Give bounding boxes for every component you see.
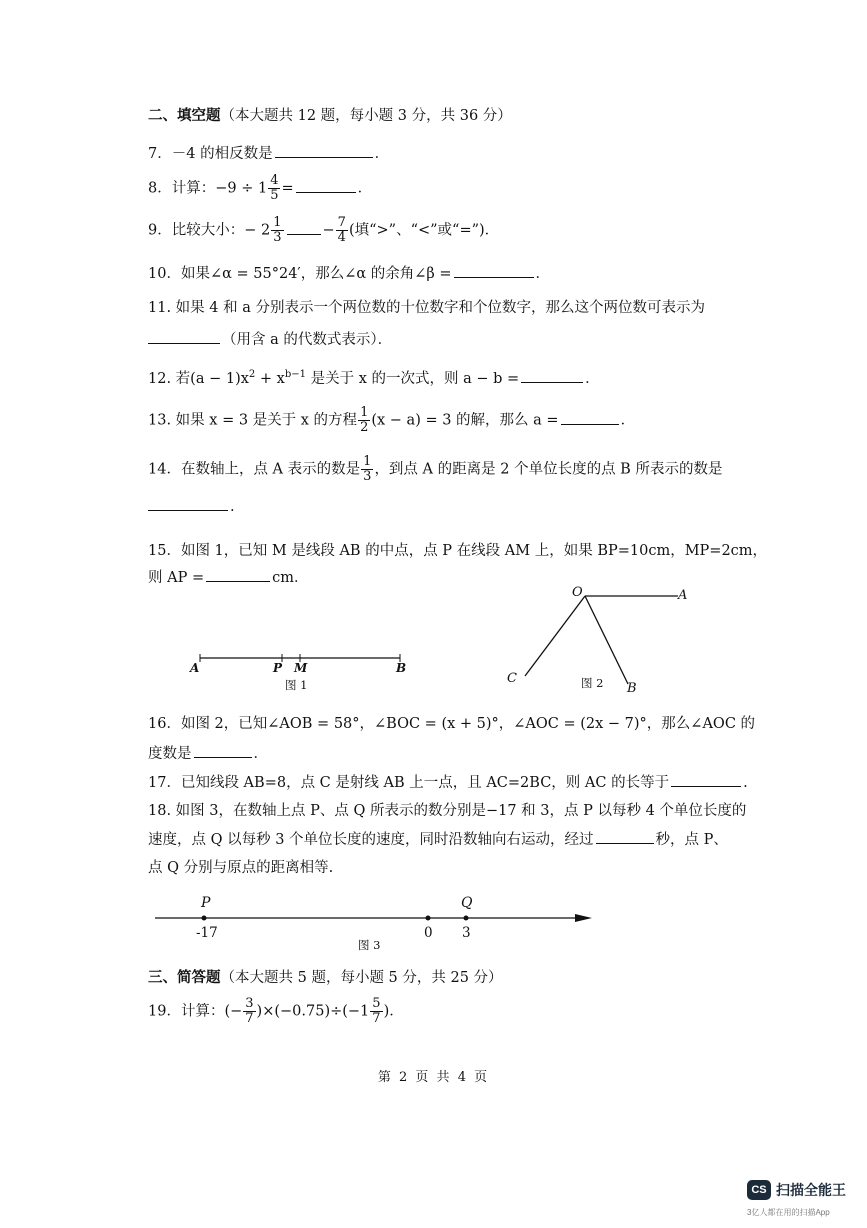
q13-text: (x − a) = 3 的解，那么 a = [371, 412, 559, 429]
q12-number: 12. [148, 371, 172, 387]
q18-text-2: 速度，点 Q 以每秒 3 个单位长度的速度，同时沿数轴向右运动，经过 [148, 832, 594, 848]
question-16-line1 [148, 712, 755, 733]
q17-number: 17． [148, 775, 181, 791]
q13-answer-blank[interactable] [561, 410, 619, 425]
question-17 [148, 771, 748, 792]
q14-end: . [230, 499, 235, 515]
section-2-header [148, 104, 512, 125]
fig1-caption: 图 1 [285, 678, 308, 692]
question-13 [148, 406, 635, 435]
q19-end: )． [383, 1003, 404, 1020]
q8-number: 8． [148, 180, 172, 197]
fig3-value-p: -17 [196, 925, 218, 941]
q19-fraction-1: $\frac{3}{7}$ [245, 996, 254, 1026]
fig2-label-o: O [572, 585, 583, 600]
q16-number: 16． [148, 716, 181, 732]
question-10 [148, 262, 550, 283]
q18-text-1: 如图 3，在数轴上点 P、点 Q 所表示的数分别是−17 和 3，点 P 以每秒 4 个单位长度的 [175, 803, 747, 819]
q9-first-fraction: $\frac{1}{3}$ [273, 215, 282, 245]
question-12 [148, 367, 600, 388]
q12-end: ． [585, 371, 600, 387]
q13-prefix: 如果 x = 3 是关于 x 的方程 [175, 412, 358, 429]
fig2-label-a: A [678, 588, 688, 603]
q15-prefix: 则 AP = [148, 570, 205, 586]
fig3-value-zero: 0 [424, 925, 433, 941]
question-18-line1 [148, 799, 746, 820]
fig1-label-b: B [396, 661, 407, 675]
q13-fraction: $\frac{1}{2}$ [360, 405, 369, 435]
q12-expr-a: 若(a − 1)x [175, 371, 249, 387]
q8-answer-blank[interactable] [296, 178, 356, 193]
fig3-label-p: P [201, 895, 211, 911]
fig3-caption: 图 3 [358, 938, 381, 952]
question-7 [148, 142, 389, 163]
q12-expr-b: + x [255, 371, 285, 387]
q7-end: ． [374, 146, 390, 162]
question-14 [148, 455, 722, 484]
question-15-line1 [148, 539, 767, 560]
question-18-line3 [148, 856, 333, 877]
question-18-line2 [148, 828, 728, 849]
q9-second-fraction: $\frac{7}{4}$ [337, 215, 346, 245]
section-2-note: （本大题共 12 题，每小题 3 分，共 36 分） [220, 108, 512, 124]
fig2-caption: 图 2 [581, 676, 604, 690]
q11-text: 如果 4 和 a 分别表示一个两位数的十位数字和个位数字，那么这个两位数可表示为 [175, 300, 705, 316]
q18-number: 18. [148, 803, 172, 819]
q19-middle: )×(−0.75)÷(−1 [256, 1003, 370, 1020]
q16-text: 如图 2，已知∠AOB = 58°，∠BOC = (x + 5)°，∠AOC = (2x − 7)°，那么∠AOC 的 [180, 716, 756, 732]
q18-text-3: 秒，点 P、 [655, 832, 728, 848]
q18-answer-blank[interactable] [596, 829, 654, 844]
q11-hint: （用含 a 的代数式表示）． [222, 332, 393, 348]
q9-first-int: − 2 [244, 222, 271, 239]
q13-number: 13. [148, 412, 172, 429]
q14-answer-blank[interactable] [148, 496, 228, 511]
q9-answer-blank[interactable] [287, 220, 321, 235]
q8-end: ． [357, 180, 373, 197]
question-15-line2 [148, 566, 308, 587]
q9-second-sign: − [322, 222, 335, 239]
q8-equals: = [281, 180, 294, 197]
q17-text: 已知线段 AB=8，点 C 是射线 AB 上一点，且 AC=2BC，则 AC 的长等于 [180, 775, 670, 791]
q7-text: －4 的相反数是 [171, 146, 273, 162]
q7-number: 7． [148, 146, 172, 162]
q14-fraction: $\frac{1}{3}$ [363, 454, 372, 484]
q10-text: 如果∠α = 55°24′，那么∠α 的余角∠β = [180, 266, 452, 282]
fig1-label-a: A [190, 661, 200, 675]
question-19 [148, 997, 404, 1026]
q16-end: ． [253, 746, 268, 762]
section-3-note: （本大题共 5 题，每小题 5 分，共 25 分） [220, 970, 503, 986]
q17-end: . [743, 775, 748, 791]
q13-end: ． [620, 412, 636, 429]
fig1-label-m: M [294, 661, 308, 675]
q15-answer-blank[interactable] [206, 567, 270, 582]
q12-exp-2: b−1 [284, 369, 306, 381]
question-11-line1 [148, 296, 705, 317]
q8-prefix: 计算： [171, 180, 216, 197]
question-11-line2 [148, 328, 392, 349]
scanner-app-name: 扫描全能王 [776, 1182, 846, 1198]
q18-text-4: 点 Q 分别与原点的距离相等. [148, 860, 334, 876]
q15-number: 15． [148, 543, 181, 559]
q14-number: 14． [148, 461, 181, 478]
question-14-line2 [148, 496, 235, 515]
q8-expression: −9 ÷ 1 [215, 180, 268, 197]
page-footer: 第 2 页 共 4 页 [377, 1070, 490, 1085]
section-3-header [148, 966, 503, 987]
q11-number: 11. [148, 300, 172, 316]
fig2-label-c: C [507, 671, 517, 686]
q12-answer-blank[interactable] [521, 368, 583, 383]
q12-text: 是关于 x 的一次式，则 a − b = [305, 371, 520, 387]
q16-answer-blank[interactable] [194, 743, 252, 758]
q15-text: 如图 1，已知 M 是线段 AB 的中点，点 P 在线段 AM 上，如果 BP=10cm，MP=2cm， [180, 543, 768, 559]
q9-hint: (填“>”、“<”或“=”)． [348, 222, 500, 239]
q7-answer-blank[interactable] [275, 143, 373, 158]
question-16-line2 [148, 742, 268, 763]
scanner-logo [747, 1180, 846, 1200]
scanner-tagline: 3亿人都在用的扫描App [747, 1208, 830, 1217]
fig3-label-q: Q [461, 895, 473, 911]
q14-prefix: 在数轴上，点 A 表示的数是 [180, 461, 361, 478]
q9-number: 9． [148, 222, 172, 239]
figure-2-angles [510, 588, 700, 698]
q16-prefix: 度数是 [148, 746, 192, 762]
q10-answer-blank[interactable] [454, 263, 534, 278]
q17-answer-blank[interactable] [671, 772, 741, 787]
q12-exp-1: 2 [248, 369, 256, 381]
q19-prefix: 计算：(− [180, 1003, 243, 1020]
q9-prefix: 比较大小： [171, 222, 245, 239]
fig2-label-b: B [627, 681, 637, 696]
scanner-logo-icon: CS [747, 1180, 771, 1200]
q10-end: ． [535, 266, 551, 282]
q8-fraction: $\frac{4}{5}$ [270, 173, 279, 203]
fig3-value-q: 3 [462, 925, 471, 941]
q14-text: ，到点 A 的距离是 2 个单位长度的点 B 所表示的数是 [374, 461, 723, 478]
question-8 [148, 174, 372, 203]
section-2-title: 二、填空题 [148, 107, 221, 124]
fig1-label-p: P [273, 661, 283, 675]
q10-number: 10． [148, 266, 181, 282]
fig3-arrow-icon [575, 914, 592, 922]
q15-unit: cm． [272, 570, 309, 586]
q19-fraction-2: $\frac{5}{7}$ [372, 996, 381, 1026]
question-9 [148, 216, 499, 245]
section-3-title: 三、简答题 [148, 969, 221, 986]
q19-number: 19． [148, 1003, 181, 1020]
q11-answer-blank[interactable] [148, 329, 220, 344]
